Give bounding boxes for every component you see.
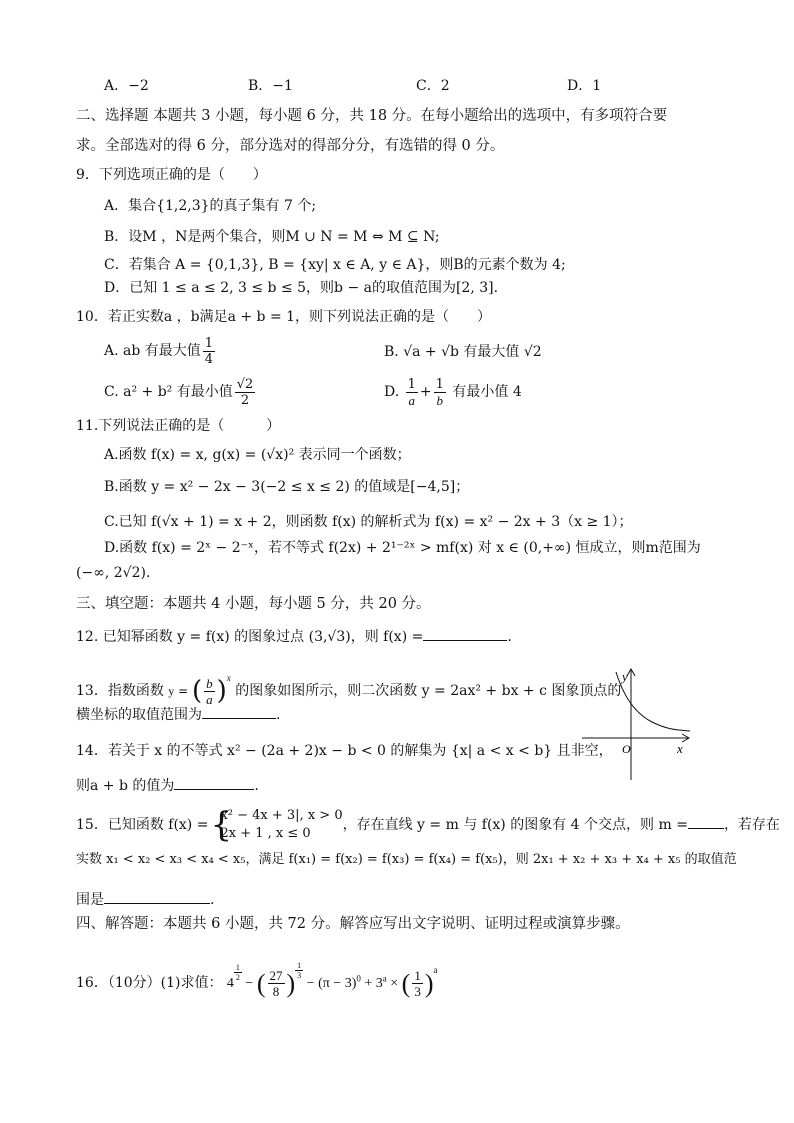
q10-option-d-label: D. (384, 384, 400, 400)
q8-option-c: C．2 (416, 78, 450, 94)
q10-option-b: B. √a + √b 有最大值 √2 (384, 344, 542, 360)
q15-line3 (76, 889, 214, 910)
q10-option-a-text: A. ab 有最大值 (104, 343, 201, 359)
q11-option-c: C.已知 f(√x + 1) = x + 2，则函数 f(x) 的解析式为 f(x) = x² − 2x + 3（x ≥ 1）； (104, 514, 633, 530)
q8-option-a: A．−2 (104, 78, 149, 94)
graph-x-label: x (677, 741, 683, 756)
q14-answer-blank[interactable] (174, 775, 254, 790)
q16-text-pre: 16．（10分）(1)求值： (76, 975, 223, 991)
q14-text-line2: 则a + b 的值为 (76, 778, 175, 794)
q10-option-c (104, 374, 257, 410)
q13-fraction: $\frac{b}{a}$ (206, 675, 213, 707)
section2-heading-line2: 求。全部选对的得 6 分，部分选对的得部分分，有选错的得 0 分。 (76, 138, 505, 154)
graph-y-label: y (622, 669, 628, 684)
q12-end: . (507, 629, 512, 645)
q15-line1 (76, 805, 780, 845)
exponential-graph (578, 664, 698, 782)
q10-option-a (104, 334, 217, 368)
graph-origin-label: O (622, 742, 631, 756)
q10-option-d-text: 有最小值 4 (452, 384, 522, 400)
q15-text-post: ，存在直线 y = m 与 f(x) 的图象有 4 个交点，则 m = (342, 817, 688, 833)
q11-option-b: B.函数 y = x² − 2x − 3(−2 ≤ x ≤ 2) 的值域是[−4,5]； (104, 479, 470, 495)
q14-line1: 14．若关于 x 的不等式 x² − (2a + 2)x − b < 0 的解集为 {x| a < x < b} 且非空， (76, 743, 613, 759)
section4-heading: 四、解答题：本题共 6 小题，共 72 分。解答应写出文字说明、证明过程或演算步骤。 (76, 916, 630, 932)
q13-answer-blank[interactable] (202, 704, 276, 719)
q10-c-numerator: √2 (236, 376, 254, 392)
q9-option-c: C．若集合 A = {0,1,3}, B = {xy| x ∈ A, y ∈ A}，则B的元素个数为 4; (104, 257, 566, 273)
q13-line1: 13．指数函数 y = ( $\frac{b}{a}$ )$^x$ 的图象如图所示，则二次函数 y = 2ax² + bx + c 图象顶点的 (76, 673, 622, 707)
q14-end: . (254, 778, 259, 794)
q8-option-d: D．1 (567, 78, 602, 94)
q12-line (76, 626, 512, 647)
q15-text-post2: ，若存在 (723, 817, 780, 833)
q10-option-a-fraction (203, 336, 215, 367)
q15-piece-1: x² − 4x + 3|, x > 0 (220, 808, 343, 823)
q10-a-numerator: 1 (204, 335, 214, 351)
q14-line2 (76, 775, 259, 796)
q15-piece-2: 2x + 1 , x ≤ 0 (220, 826, 311, 841)
q10-d-fraction-b: $\frac{1}{b}$ (435, 376, 444, 408)
q10-stem: 10．若正实数a ，b满足a + b = 1，则下列说法正确的是（ ） (76, 309, 492, 325)
q15-text-line3: 围是 (76, 892, 104, 908)
q12-answer-blank[interactable] (423, 626, 507, 641)
section2-heading-line1: 二、选择题 本题共 3 小题，每小题 6 分，共 18 分。在每小题给出的选项中，有多项符合要 (76, 108, 668, 124)
q10-d-fraction-a: $\frac{1}{a}$ (407, 376, 416, 408)
q9-option-b: B．设M ，N是两个集合，则M ∪ N = M ⇔ M ⊆ N; (104, 229, 440, 245)
q12-text: 12. 已知幂函数 y = f(x) 的图象过点 (3,√3)，则 f(x) = (76, 629, 424, 645)
q8-option-b: B．−1 (248, 78, 293, 94)
q13-line2 (76, 704, 280, 725)
q10-option-c-fraction (235, 377, 256, 408)
q13-text-post: 的图象如图所示，则二次函数 y = 2ax² + bx + c 图象顶点的 (235, 683, 622, 699)
q16-line (76, 950, 438, 1000)
q11-stem: 11.下列说法正确的是（ ） (76, 418, 281, 434)
q13-text-pre: 13．指数函数 (76, 683, 164, 699)
section3-heading: 三、填空题：本题共 4 小题，每小题 5 分，共 20 分。 (76, 596, 431, 612)
q16-expression: 4 $^{\frac{1}{2}}$ − ( $\frac{27}{8}$ ) $^{\frac{1}{3}}$ − $(\pi - 3)^0 + 3^a$ × ( $\frac{1}{3}$ )$^a$ (226, 961, 438, 1000)
q11-option-a: A.函数 f(x) = x, g(x) = (√x)² 表示同一个函数； (104, 447, 411, 463)
q11-option-d-line1: D.函数 f(x) = 2ˣ − 2⁻ˣ，若不等式 f(2x) + 2¹⁻²ˣ > mf(x) 对 x ∈ (0,+∞) 恒成立，则m范围为 (104, 540, 701, 556)
q10-option-d: D. $\frac{1}{a}$ + $\frac{1}{b}$ 有最小值 4 (384, 376, 522, 408)
q13-text-line2: 横坐标的取值范围为 (76, 707, 202, 723)
q15-answer-blank-m[interactable] (688, 814, 724, 829)
q10-c-denominator: 2 (240, 392, 250, 408)
q9-option-d: D．已知 1 ≤ a ≤ 2, 3 ≤ b ≤ 5，则b − a的取值范围为[2, 3]. (104, 280, 499, 296)
q9-option-a: A．集合{1,2,3}的真子集有 7 个; (104, 198, 317, 214)
q15-piecewise: { x² − 4x + 3|, x > 0 2x + 1 , x ≤ 0 (210, 805, 343, 845)
q15-answer-blank-range[interactable] (104, 889, 210, 904)
q15-end: . (210, 892, 215, 908)
q9-stem: 9．下列选项正确的是（ ） (76, 167, 267, 183)
q11-option-d-line2: (−∞, 2√2). (76, 565, 151, 581)
q15-line2: 实数 x₁ < x₂ < x₃ < x₄ < x₅，满足 f(x₁) = f(x₂) = f(x₃) = f(x₄) = f(x₅)，则 2x₁ + x₂ + x₃ + x₄ + x₅ 的取值范 (76, 852, 737, 867)
q15-text-pre: 15．已知函数 f(x) = (76, 817, 209, 833)
q10-option-c-text: C. a² + b² 有最小值 (104, 384, 233, 400)
q13-end: . (276, 707, 281, 723)
q10-a-denominator: 4 (204, 351, 214, 367)
